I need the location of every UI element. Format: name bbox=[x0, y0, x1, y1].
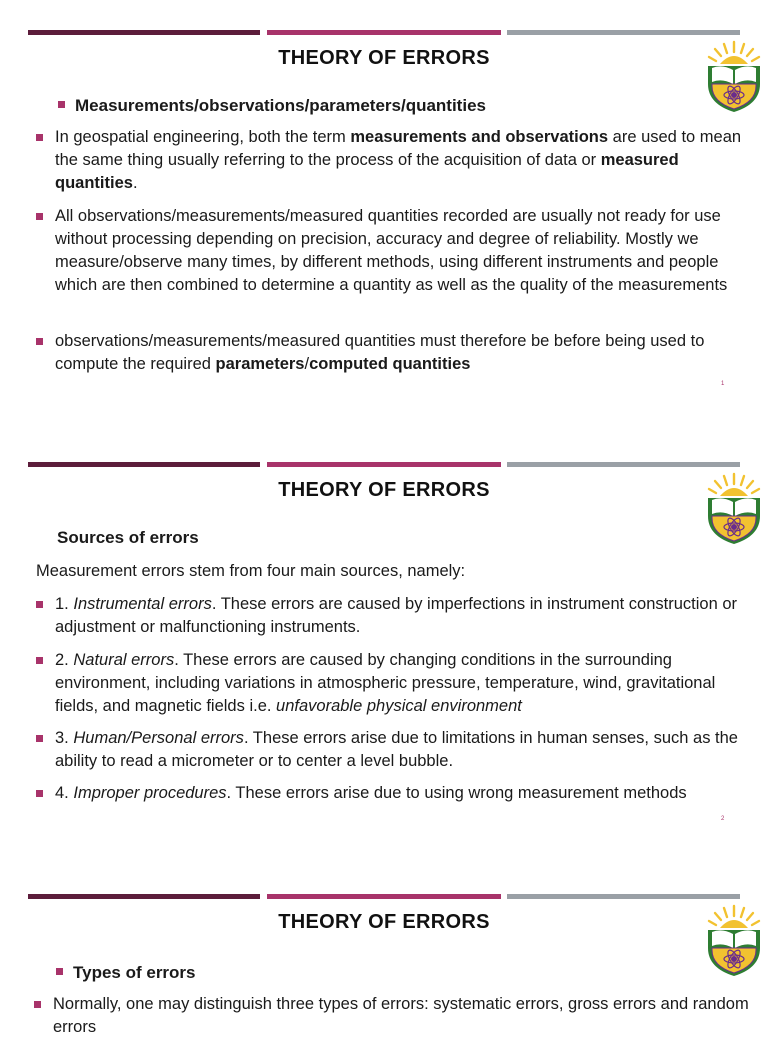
bullet-square-icon bbox=[34, 1001, 41, 1008]
text-run: Normally, one may distinguish three types of errors: systematic errors, gross errors and random errors bbox=[53, 995, 749, 1036]
text-run: All observations/measurements/measured quantities recorded are usually not ready for use without processing depending on precision, accuracy and degree of reliability. Mostly we measure/observe many times, by different methods, using different instruments and people which are then combined to determine a quantity as well as the quality of the measurements bbox=[55, 207, 728, 294]
text-run: are used to mean the same thing usually referring to the process of the acquisition of data or bbox=[55, 128, 742, 169]
text-run: . bbox=[132, 174, 138, 192]
slide-title: THEORY OF ERRORS bbox=[278, 479, 490, 501]
sub-bullet-text: Measurements/observations/parameters/quantities bbox=[75, 96, 486, 115]
page-number: 2 bbox=[721, 816, 725, 822]
bullet-square-icon bbox=[36, 790, 43, 797]
bullet-square-icon bbox=[58, 101, 65, 108]
text-run: 2. bbox=[55, 651, 74, 669]
text-run: parameters bbox=[215, 355, 305, 373]
bullet-text bbox=[55, 330, 748, 376]
header-bar-grey bbox=[507, 894, 740, 899]
text-run: . These errors are caused by changing conditions in the surrounding environment, including variations in atmospheric pressure, temperature, wind, gravitational fields, and magnetic fields i.e. bbox=[55, 651, 716, 715]
slide-title: THEORY OF ERRORS bbox=[278, 911, 490, 933]
bullet-square-icon bbox=[36, 213, 43, 220]
page-number: 1 bbox=[721, 381, 725, 387]
bullet-item bbox=[36, 330, 748, 376]
intro-text: Measurement errors stem from four main sources, namely: bbox=[36, 562, 466, 580]
text-run: 4. bbox=[55, 784, 74, 802]
text-run: Improper procedures bbox=[73, 784, 227, 802]
bullet-item bbox=[36, 205, 748, 297]
bullet-text bbox=[55, 593, 748, 639]
header-bar-grey bbox=[507, 30, 740, 35]
text-run: observations/measurements/measured quantities must therefore be before being used to compute the required bbox=[55, 332, 705, 373]
slide-3 bbox=[0, 864, 768, 1036]
bullet-item bbox=[36, 727, 748, 773]
bullet-text bbox=[55, 782, 748, 805]
bullet-item bbox=[36, 593, 748, 639]
text-run: . These errors are caused by imperfections in instrument construction or adjustment or malfunctioning instruments. bbox=[55, 595, 738, 636]
text-run: Human/Personal errors bbox=[73, 729, 244, 747]
bullet-text bbox=[55, 649, 748, 718]
header-bars bbox=[28, 462, 740, 467]
text-run: measurements and observations bbox=[350, 128, 609, 146]
bullet-item bbox=[36, 782, 748, 805]
header-bar-dark bbox=[28, 462, 260, 467]
header-bar-dark bbox=[28, 894, 260, 899]
text-run: computed quantities bbox=[309, 355, 471, 373]
text-run: unfavorable physical environment bbox=[276, 697, 522, 715]
bullet-text bbox=[55, 727, 748, 773]
text-run: Instrumental errors bbox=[73, 595, 212, 613]
header-bar-grey bbox=[507, 462, 740, 467]
text-run: / bbox=[304, 355, 310, 373]
bullet-square-icon bbox=[56, 968, 63, 975]
university-crest-icon bbox=[704, 472, 764, 546]
bullet-item bbox=[36, 126, 748, 195]
text-run: . These errors arise due to using wrong measurement methods bbox=[226, 784, 687, 802]
header-bars bbox=[28, 30, 740, 35]
header-bar-accent bbox=[267, 30, 501, 35]
header-bar-accent bbox=[267, 894, 501, 899]
sub-bullet-text: Types of errors bbox=[73, 963, 196, 982]
bullet-square-icon bbox=[36, 338, 43, 345]
sub-bullet bbox=[56, 961, 736, 984]
text-run: . These errors arise due to limitations in human senses, such as the ability to read a micrometer or to center a level bubble. bbox=[55, 729, 738, 770]
slide-1 bbox=[0, 0, 768, 432]
section-heading: Sources of errors bbox=[57, 528, 199, 547]
bullet-square-icon bbox=[36, 657, 43, 664]
text-run: Natural errors bbox=[73, 651, 175, 669]
text-run: In geospatial engineering, both the term bbox=[55, 128, 351, 146]
bullet-item bbox=[36, 649, 748, 718]
bullet-square-icon bbox=[36, 601, 43, 608]
header-bars bbox=[28, 894, 740, 899]
text-run: 3. bbox=[55, 729, 74, 747]
bullet-square-icon bbox=[36, 134, 43, 141]
bullet-item bbox=[34, 993, 754, 1039]
text-run: measured quantities bbox=[55, 151, 679, 192]
bullet-text bbox=[55, 126, 748, 195]
header-bar-accent bbox=[267, 462, 501, 467]
sub-bullet bbox=[58, 94, 738, 117]
text-run: 1. bbox=[55, 595, 74, 613]
bullet-text bbox=[55, 205, 748, 297]
bullet-square-icon bbox=[36, 735, 43, 742]
slide-2 bbox=[0, 432, 768, 864]
bullet-text bbox=[53, 993, 754, 1039]
header-bar-dark bbox=[28, 30, 260, 35]
slide-title: THEORY OF ERRORS bbox=[278, 47, 490, 69]
